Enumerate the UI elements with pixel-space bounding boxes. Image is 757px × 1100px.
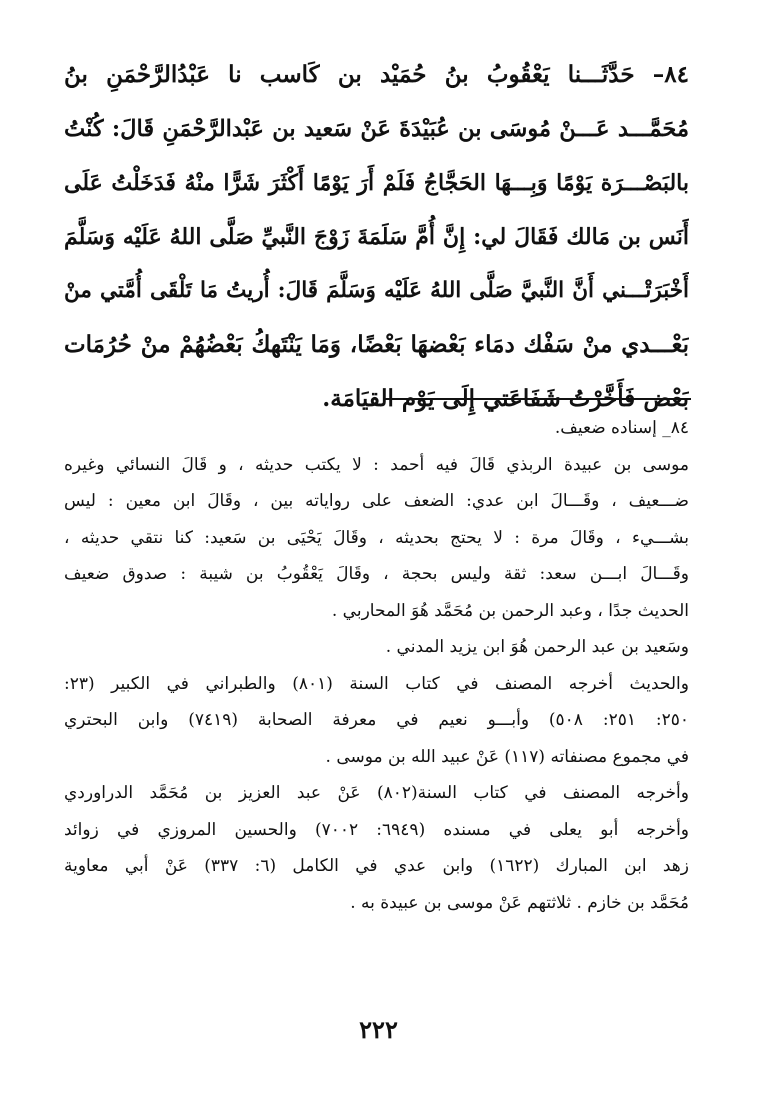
footnotes: [64, 410, 689, 921]
footnote-line: ٨٤_ إسناده ضعيف.: [554, 418, 689, 438]
hadith-line: بالبَصْـــرَة يَوْمًا وَبِـــهَا الحَجَّاجُ فَلَمْ أَرَ يَوْمًا أَكْثَرَ شَرًّا منْهُ فَدَخَلْتُ عَلَى: [64, 170, 689, 196]
footnote-line: والحديث أخرجه المصنف في كتاب السنة (٨٠١) والطبراني في الكبير (٢٣:: [64, 673, 689, 694]
footnote-line: وسَعيد بن عبد الرحمن هُوَ ابن يزيد المدني .: [385, 637, 689, 657]
footnote-line: وقَـــالَ ابـــن سعد: ثقة وليس بحجة ، وقَالَ يَعْقُوبُ بن شيبة : صدوق ضعيف: [64, 564, 689, 584]
footnote-line: وأخرجه أبو يعلى في مسنده (٦٩٤٩: ٧٠٠٢) والحسين المروزي في زوائد: [64, 819, 689, 840]
footnote-line: مُحَمَّد بن خازم . ثلاثتهم عَنْ موسى بن عبيدة به .: [350, 892, 689, 913]
hadith-line: بَعْـــدي منْ سَفْك دمَاء بَعْضهَا بَعْضًا، وَمَا يَنْتَهكُ بَعْضُهُمْ منْ حُرُمَات: [64, 331, 689, 358]
hadith-text: [64, 48, 689, 426]
page-number: ٢٢٢: [359, 1015, 398, 1044]
footnote-divider: [385, 398, 691, 400]
footnote-line: موسى بن عبيدة الربذي قَالَ فيه أحمد : لا يكتب حديثه ، و قَالَ النسائي وغيره: [64, 454, 689, 475]
hadith-line: أَنَس بن مَالك فَقَالَ لي: إِنَّ أُمَّ سَلَمَةَ زَوْجَ النَّبيِّ صَلَّى اللهُ عَلَيْه وَسَلَّمَ: [64, 224, 689, 250]
hadith-line: مُحَمَّـــد عَـــنْ مُوسَى بن عُبَيْدَةَ عَنْ سَعيد بن عَبْدالرَّحْمَنِ قَالَ: كُنْتُ: [64, 116, 689, 142]
footnote-line: ضـــعيف ، وقَـــالَ ابن عدي: الضعف على رواياته بين ، وقَالَ ابن معين : ليس: [64, 491, 689, 511]
footnote-line: زهد ابن المبارك (١٦٢٢) وابن عدي في الكامل (٦: ٣٣٧) عَنْ أبي معاوية: [64, 856, 689, 876]
footnote-line: في مجموع مصنفاته (١١٧) عَنْ عبيد الله بن موسى .: [325, 746, 689, 767]
hadith-line: ٨٤– حَدَّثَـــنا يَعْقُوبُ بنُ حُمَيْد بن كَاسب نا عَبْدُالرَّحْمَنِ بنُ: [64, 61, 689, 88]
footnote-line: ٢٥٠: ٢٥١: ٥٠٨) وأبـــو نعيم في معرفة الصحابة (٧٤١٩) وابن البحتري: [64, 710, 689, 730]
footnote-line: الحديث جدًا ، وعبد الرحمن بن مُحَمَّد هُوَ المحاربي .: [331, 600, 689, 621]
hadith-line: أَخْبَرَتْـــني أَنَّ النَّبيَّ صَلَّى اللهُ عَلَيْه وَسَلَّمَ قَالَ: أُريتُ مَا تَلْقَى أُمَّتي منْ: [64, 278, 689, 303]
footnote-line: بشـــيء ، وقَالَ مرة : لا يحتج بحديثه ، وقَالَ يَحْيَى بن سَعيد: كنا نتقي حديثه ،: [64, 527, 689, 548]
footnote-line: وأخرجه المصنف في كتاب السنة(٨٠٢) عَنْ عبد العزيز بن مُحَمَّد الدراوردي: [64, 783, 689, 803]
hadith-line: بَعْض فَأَخَّرْتُ شَفَاعَتي إِلَى يَوْم القيَامَة.: [322, 385, 689, 412]
